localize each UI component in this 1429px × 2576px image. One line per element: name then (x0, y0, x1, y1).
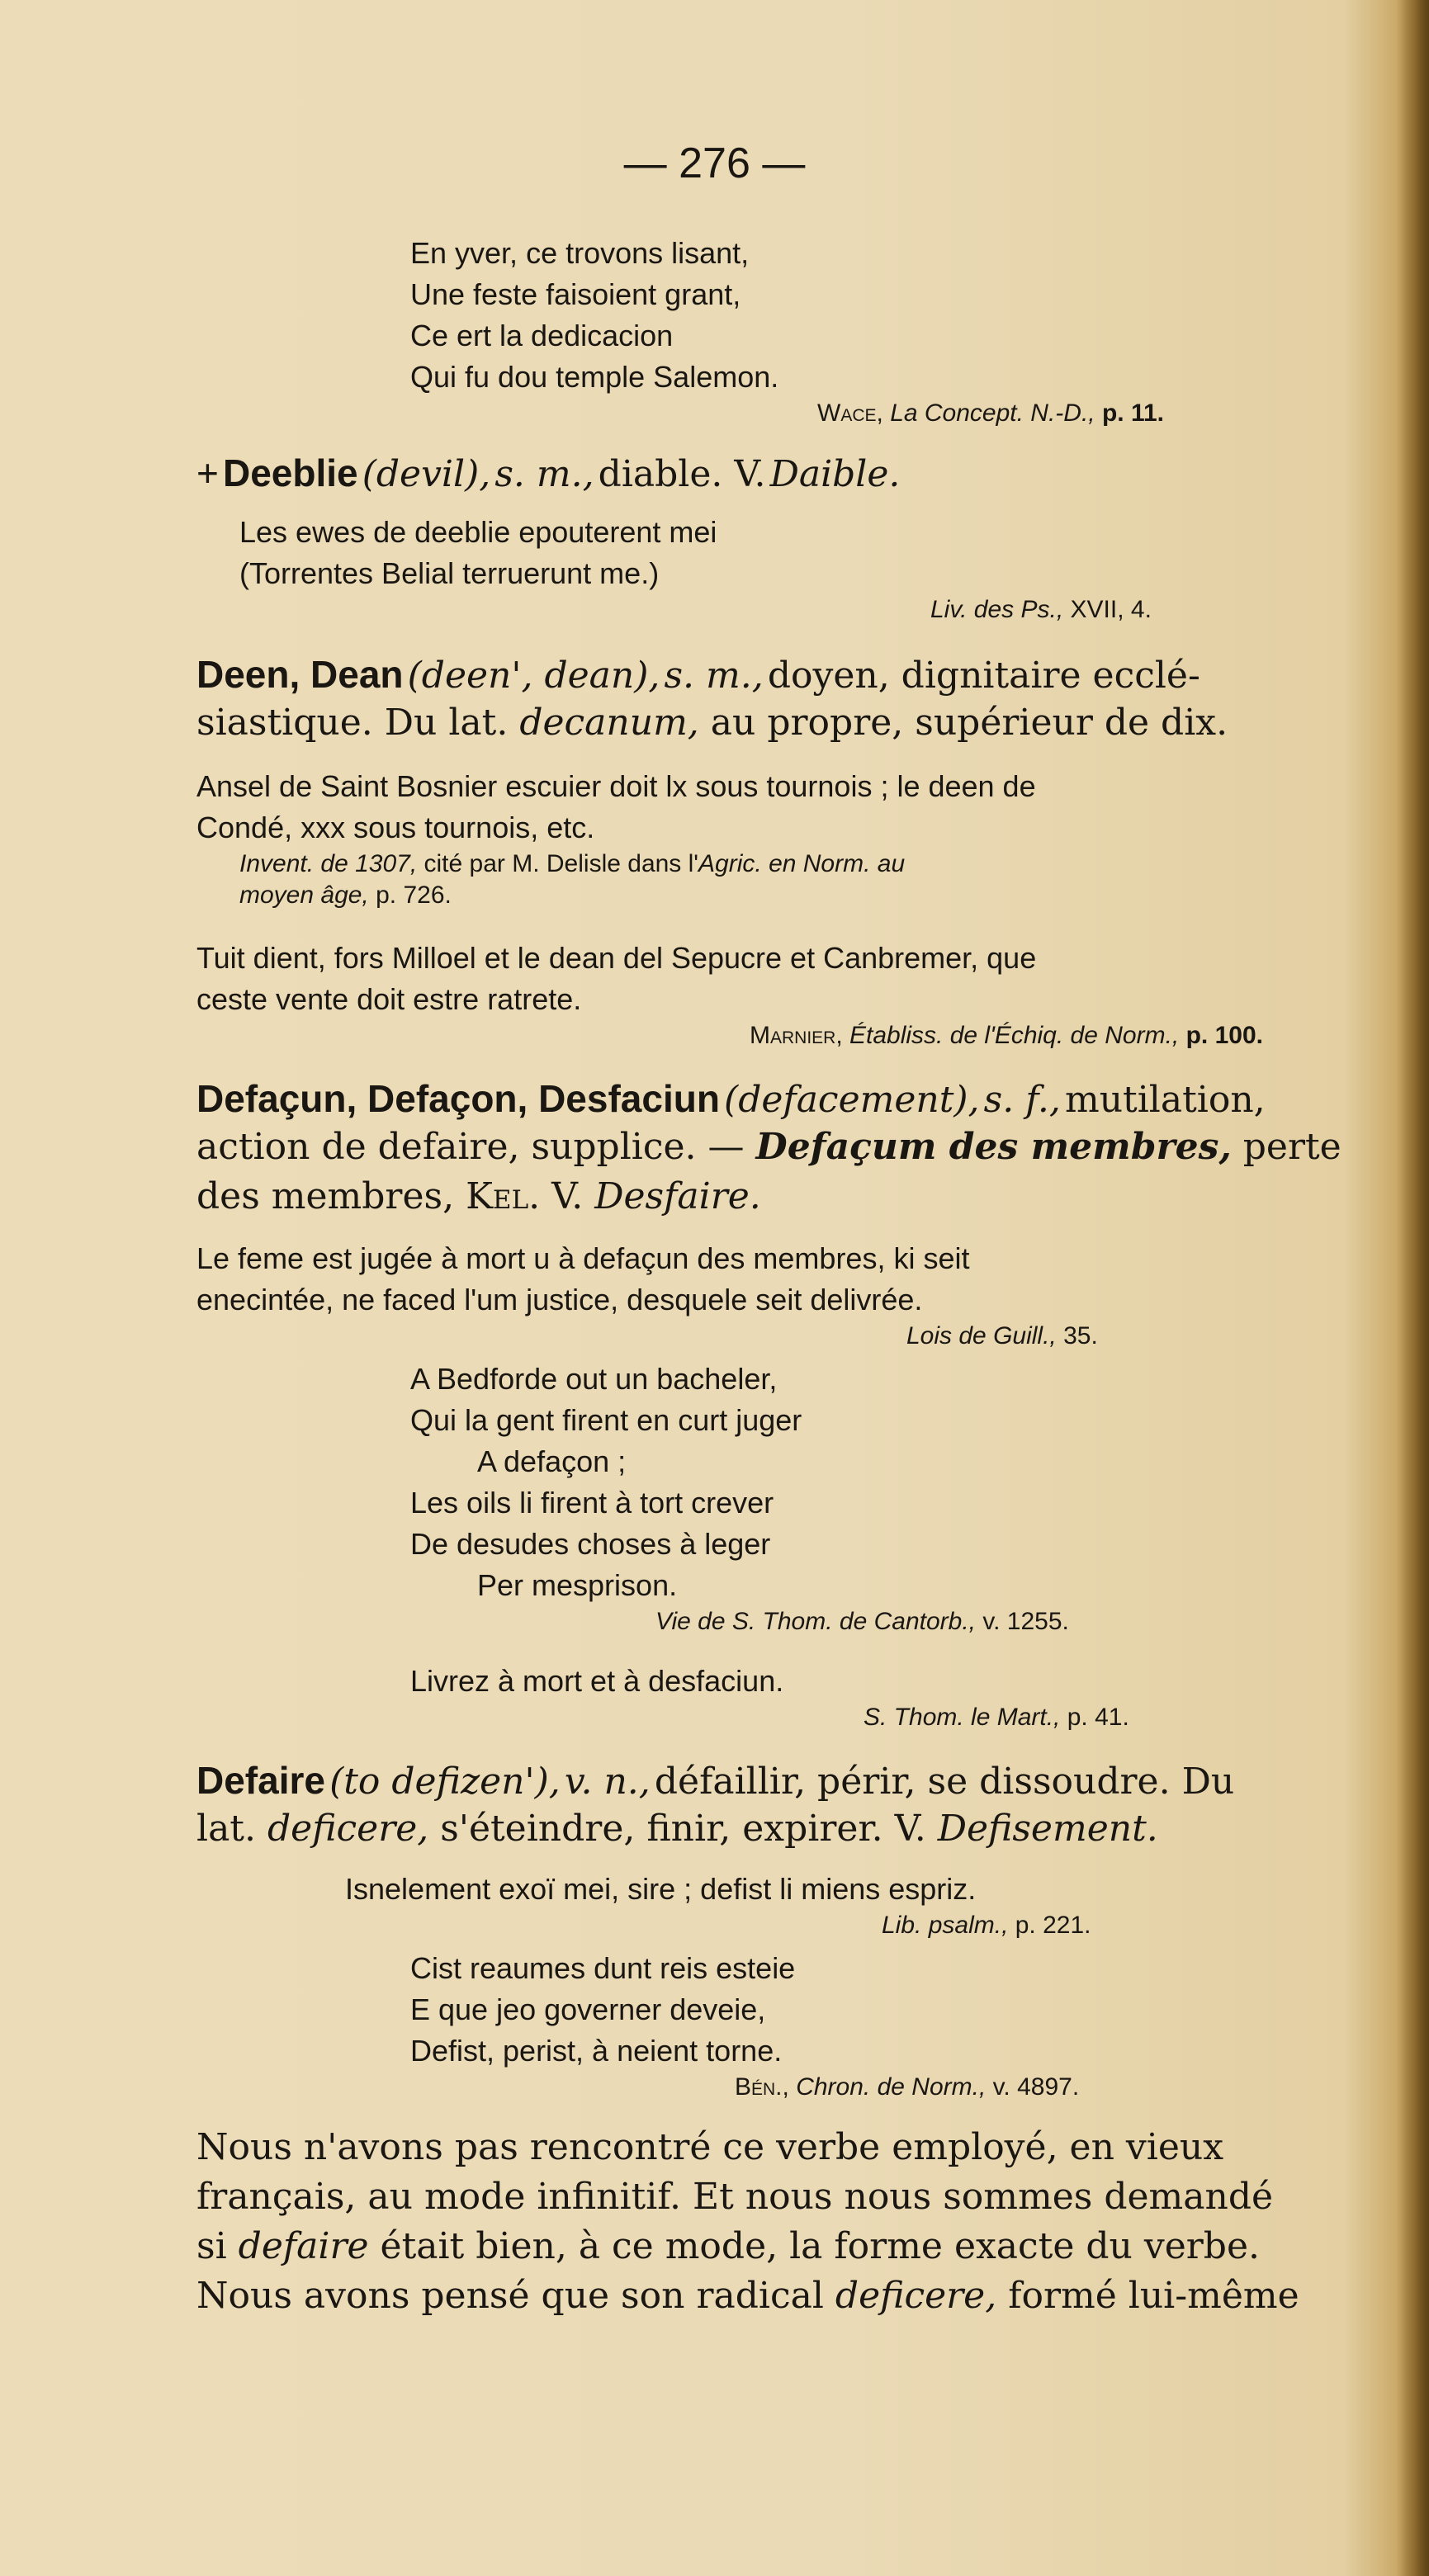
quote-line: Les ewes de deeblie epouterent mei (239, 515, 717, 549)
entry-defacun (196, 1076, 1266, 1121)
quote-line: ceste vente doit estre ratrete. (196, 982, 582, 1016)
cross-reference: Daible. (769, 453, 901, 495)
quote-line: En yver, ce trovons lisant, (410, 236, 750, 270)
definition: V. (551, 1175, 584, 1217)
cross-marker-icon: + (196, 451, 219, 494)
phrase: Defaçum des membres, (755, 1126, 1232, 1168)
quote-line: enecintée, ne faced l'um justice, desquele seit delivrée. (196, 1283, 923, 1316)
paragraph-text: si (196, 2225, 227, 2267)
source-page: p. 221. (1015, 1912, 1091, 1939)
definition: mutilation, (1064, 1079, 1266, 1121)
source-title: Agric. en Norm. au (698, 850, 906, 877)
quote-line: Les oils li firent à tort crever (410, 1486, 774, 1520)
quote-line: E que jeo governer deveie, (410, 1992, 766, 2026)
quote-line: Qui la gent firent en curt juger (410, 1403, 802, 1437)
source-citation (906, 1322, 1098, 1350)
source-title: Lib. psalm., (882, 1912, 1009, 1939)
quote-line: Condé, xxx sous tournois, etc. (196, 811, 595, 844)
definition: défaillir, périr, se dissoudre. Du (654, 1761, 1235, 1803)
reference-author: Kel. (466, 1175, 541, 1217)
quote-line: Isnelement exoï mei, sire ; defist li miens espriz. (345, 1872, 977, 1906)
source-title: Vie de S. Thom. de Cantorb., (655, 1608, 976, 1635)
definition: des membres, (196, 1175, 455, 1217)
quote-line: Qui fu dou temple Salemon. (410, 360, 779, 394)
quote-line: Le feme est jugée à mort u à defaçun des membres, ki seit (196, 1241, 970, 1275)
quote-line: Livrez à mort et à desfaciun. (410, 1664, 784, 1698)
headword: Deen, Dean (196, 653, 404, 696)
source-title: Établiss. de l'Échiq. de Norm., (849, 1022, 1180, 1049)
paragraph-text: était bien, à ce mode, la forme exacte du verbe. (380, 2225, 1260, 2267)
definition: diable. V. (598, 453, 766, 495)
source-title: Liv. des Ps., (930, 596, 1064, 623)
definition: lat. (196, 1808, 256, 1850)
english-cognate: (to defizen'), (329, 1761, 561, 1803)
source-page: XVII, 4. (1070, 596, 1152, 623)
definition-line (196, 702, 1228, 744)
source-title: La Concept. N.-D., (890, 399, 1095, 427)
page-number: — 276 — (623, 139, 806, 187)
quote-line: (Torrentes Belial terruerunt me.) (239, 556, 660, 590)
definition: s'éteindre, finir, expirer. V. (440, 1808, 926, 1850)
quote-line: A defaçon ; (477, 1444, 627, 1478)
headword: Deeblie (222, 451, 358, 494)
quote-line: Tuit dient, fors Milloel et le dean del Sepucre et Canbremer, que (196, 941, 1037, 975)
quote-line: Per mesprison. (477, 1568, 678, 1602)
grammar: s. m., (494, 453, 594, 495)
source-citation (864, 1704, 1129, 1732)
cross-reference: Desfaire. (594, 1175, 761, 1217)
source-page: v. 4897. (992, 2073, 1080, 2101)
definition: au propre, supérieur de dix. (710, 702, 1228, 744)
definition-line (196, 1126, 1341, 1168)
quote-line: A Bedforde out un bacheler, (410, 1362, 778, 1396)
source-citation (750, 1022, 1263, 1050)
entry-deeblie (196, 451, 900, 495)
source-page: p. 41. (1067, 1704, 1129, 1731)
quote-line: Ce ert la dedicacion (410, 319, 674, 352)
paragraph-emphasis: deficere, (835, 2275, 997, 2317)
source-citation (882, 1912, 1091, 1940)
english-cognate: (devil), (362, 453, 491, 495)
source-page: 35. (1063, 1322, 1098, 1349)
definition-line (196, 1808, 1158, 1850)
cross-reference: Defisement. (937, 1808, 1158, 1850)
source-title: Lois de Guill., (906, 1322, 1057, 1349)
source-citation (735, 2073, 1079, 2101)
paragraph-text: formé lui-même (1008, 2275, 1299, 2317)
source-title: Invent. de 1307, (239, 850, 418, 877)
quote-line: Une feste faisoient grant, (410, 277, 741, 311)
english-cognate: (defacement), (724, 1079, 980, 1121)
grammar: s. f., (983, 1079, 1061, 1121)
paragraph-line (196, 2275, 1299, 2317)
source-citation (239, 850, 905, 878)
etymon: decanum, (519, 702, 699, 744)
source-title: S. Thom. le Mart., (864, 1704, 1061, 1731)
paragraph-emphasis: defaire (238, 2225, 369, 2267)
page-binding-edge (1396, 0, 1429, 2576)
source-note: cité par M. Delisle dans l' (423, 850, 699, 877)
english-cognate: (deen', dean), (407, 655, 660, 697)
headword: Defaire (196, 1759, 325, 1802)
source-author: Bén., (735, 2073, 789, 2101)
grammar: v. n., (564, 1761, 651, 1803)
paragraph-text: Nous avons pensé que son radical (196, 2275, 824, 2317)
source-title: moyen âge, (239, 882, 369, 909)
source-page: v. 1255. (982, 1608, 1069, 1635)
etymon: deficere, (267, 1808, 429, 1850)
source-author: Wace, (817, 399, 883, 427)
paragraph-line: français, au mode infinitif. Et nous nous sommes demandé (196, 2176, 1274, 2218)
definition: action de defaire, supplice. — (196, 1126, 745, 1168)
source-title: Chron. de Norm., (796, 2073, 987, 2101)
entry-deen (196, 652, 1200, 697)
source-citation (930, 596, 1152, 624)
quote-line: De desudes choses à leger (410, 1527, 771, 1561)
source-page: p. 11. (1101, 399, 1165, 427)
entry-defaire (196, 1758, 1234, 1803)
source-page: p. 100. (1185, 1022, 1263, 1049)
definition-line (196, 1175, 761, 1217)
source-page: p. 726. (376, 882, 452, 909)
source-citation (239, 882, 452, 910)
source-citation (817, 399, 1164, 428)
definition: perte (1242, 1126, 1341, 1168)
definition: doyen, dignitaire ecclé- (767, 655, 1200, 697)
grammar: s. m., (664, 655, 764, 697)
headword: Defaçun, Defaçon, Desfaciun (196, 1077, 720, 1120)
quote-line: Cist reaumes dunt reis esteie (410, 1951, 796, 1985)
definition: siastique. Du lat. (196, 702, 509, 744)
paragraph-line (196, 2225, 1260, 2267)
source-citation (655, 1608, 1069, 1636)
quote-line: Ansel de Saint Bosnier escuier doit lx sous tournois ; le deen de (196, 769, 1036, 803)
paragraph-line: Nous n'avons pas rencontré ce verbe employé, en vieux (196, 2126, 1224, 2168)
source-author: Marnier, (750, 1022, 843, 1049)
quote-line: Defist, perist, à neient torne. (410, 2034, 783, 2068)
